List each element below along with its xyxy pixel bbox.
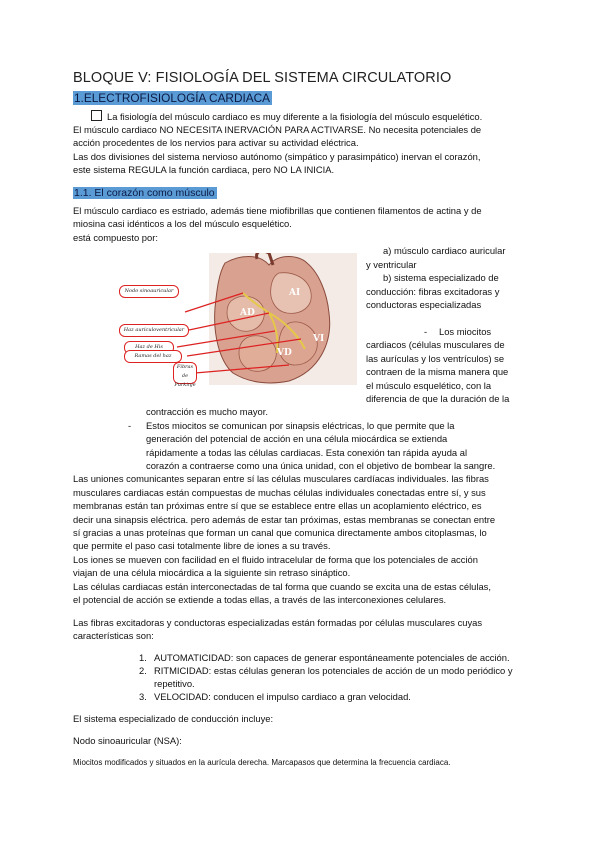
list-item-continuation: repetitivo.	[154, 678, 195, 689]
component-b-line-3: conductoras especializadas	[366, 299, 482, 310]
vd-label: VD	[277, 348, 292, 358]
intro-line-1: La fisiología del músculo cardiaco es muy diferente a la fisiología del músculo esquelético.	[91, 110, 482, 124]
component-a-line-2: y ventricular	[366, 259, 417, 270]
intro-line-2: El músculo cardiaco NO NECESITA INERVACIÓN PARA ACTIVARSE. No necesita potenciales de	[73, 124, 482, 135]
document-title: BLOQUE V: FISIOLOGÍA DEL SISTEMA CIRCULATORIO	[73, 70, 452, 86]
section-heading-text: 1.1. El corazón como músculo	[74, 187, 215, 199]
bullet2-line-3: rápidamente a todas las células cardiacas. Esta conexión tan rápida ayuda al	[146, 447, 468, 458]
bullet1-line-3: las aurículas y los ventrículos) se	[366, 353, 505, 364]
bullet-dash: -	[128, 420, 132, 431]
bullet1-line-4: contraen de la misma manera que	[366, 366, 509, 377]
junctions-line-3: membranas están tan próximas entre sí que se establece entre ellas un acoplamiento eléctrico, es	[73, 500, 482, 511]
list-item: AUTOMATICIDAD: son capaces de generar espontáneamente potenciales de acción.	[154, 652, 510, 663]
junctions-line-5: sí gracias a unas proteínas que forman un canal que comunica directamente ambos citoplasmas, lo	[73, 527, 487, 538]
list-item-number: 2.	[139, 665, 147, 676]
junctions-line-7: Los iones se mueven con facilidad en el fluido intracelular de forma que los potenciales de acción	[73, 554, 478, 565]
callout-nodo-sinoauricular: Nodo sinoauricular	[119, 285, 179, 298]
intro-line-4: Las dos divisiones del sistema nervioso autónomo (simpático y parasimpático) inervan el corazón,	[73, 151, 481, 162]
muscle-line-3: está compuesto por:	[73, 232, 158, 243]
bullet1-line-7: contracción es mucho mayor.	[146, 406, 268, 417]
heart-illustration	[129, 253, 357, 388]
callout-haz-av: Haz auriculoventricular	[119, 324, 189, 337]
section-heading-electrofisiologia	[73, 91, 272, 106]
component-a-line-1: a) músculo cardiaco auricular	[383, 245, 506, 256]
junctions-line-8: viajan de una célula miocárdica a la siguiente sin retraso sináptico.	[73, 567, 351, 578]
bullet2-line-4: corazón a contraerse como una única unidad, con el objetivo de bombear la sangre.	[146, 460, 496, 471]
intro-line-5: este sistema REGULA la función cardiaca, pero NO LA INICIA.	[73, 164, 335, 175]
junctions-line-10: el potencial de acción se extiende a todas ellas, a través de las interconexiones celulares.	[73, 594, 447, 605]
nsa-text: Miocitos modificados y situados en la aurícula derecha. Marcapasos que determina la frecuencia cardiaca.	[73, 758, 451, 767]
bullet1-line-6: diferencia de que la duración de la	[366, 393, 510, 404]
component-b-line-1: b) sistema especializado de	[383, 272, 499, 283]
bullet2-line-1: Estos miocitos se comunican por sinapsis eléctricas, lo que permite que la	[146, 420, 455, 431]
junctions-line-2: musculares cardiacas están compuestas de muchas células individuales conectadas entre sí, y sus	[73, 487, 486, 498]
junctions-line-4: decir una sinapsis eléctrica. pero además de estar tan próximas, estas membranas se conectan entre	[73, 514, 496, 525]
section-heading-text: 1.ELECTROFISIOLOGÍA CARDIACA	[74, 91, 271, 105]
junctions-line-6: que permite el paso casi totalmente libre de iones a su través.	[73, 540, 331, 551]
bullet2-line-2: generación del potencial de acción en una célula miocárdica se extienda	[146, 433, 448, 444]
junctions-line-1: Las uniones comunicantes separan entre sí las células musculares cardíacas individuales. las fibras	[73, 473, 489, 484]
list-item: RITMICIDAD: estas células generan los potenciales de acción de un modo periódico y	[154, 665, 513, 676]
heart-figure	[123, 253, 357, 388]
junctions-line-9: Las células cardiacas están interconectadas de tal forma que cuando se excita una de estas células,	[73, 581, 491, 592]
callout-purkinje: Fibras de Purkinje	[174, 364, 196, 388]
muscle-line-2: miosina casi idénticos a los del músculo esquelético.	[73, 218, 292, 229]
list-item-number: 3.	[139, 691, 147, 702]
list-item: VELOCIDAD: conducen el impulso cardiaco a gran velocidad.	[154, 691, 411, 702]
fibers-line-2: características son:	[73, 630, 154, 641]
component-b-line-2: conducción: fibras excitadoras y	[366, 286, 500, 297]
nsa-heading: Nodo sinoauricular (NSA):	[73, 735, 182, 746]
conduction-intro: El sistema especializado de conducción incluye:	[73, 713, 274, 724]
bullet-dash: -	[424, 326, 428, 337]
intro-line-3: acción procedentes de los nervios para activar su actividad eléctrica.	[73, 137, 359, 148]
ai-label: AI	[289, 288, 301, 298]
ad-label: AD	[240, 308, 255, 318]
bullet1-line-2: cardiacos (células musculares de	[366, 339, 505, 350]
checkbox[interactable]	[91, 110, 102, 121]
muscle-line-1: El músculo cardiaco es estriado, además tiene miofibrillas que contienen filamentos de actina y de	[73, 205, 482, 216]
callout-haz-his: Haz de His	[124, 341, 174, 354]
bullet1-line-5: el músculo esquelético, con la	[366, 380, 492, 391]
fibers-line-1: Las fibras excitadoras y conductoras especializadas están formadas por células musculares cuyas	[73, 617, 483, 628]
list-item-number: 1.	[139, 652, 147, 663]
vi-label: VI	[313, 334, 325, 344]
bullet1-line-1: Los miocitos	[439, 326, 492, 337]
callout-ramas: Ramas del haz	[124, 350, 182, 363]
section-heading-corazon-musculo	[73, 186, 217, 200]
